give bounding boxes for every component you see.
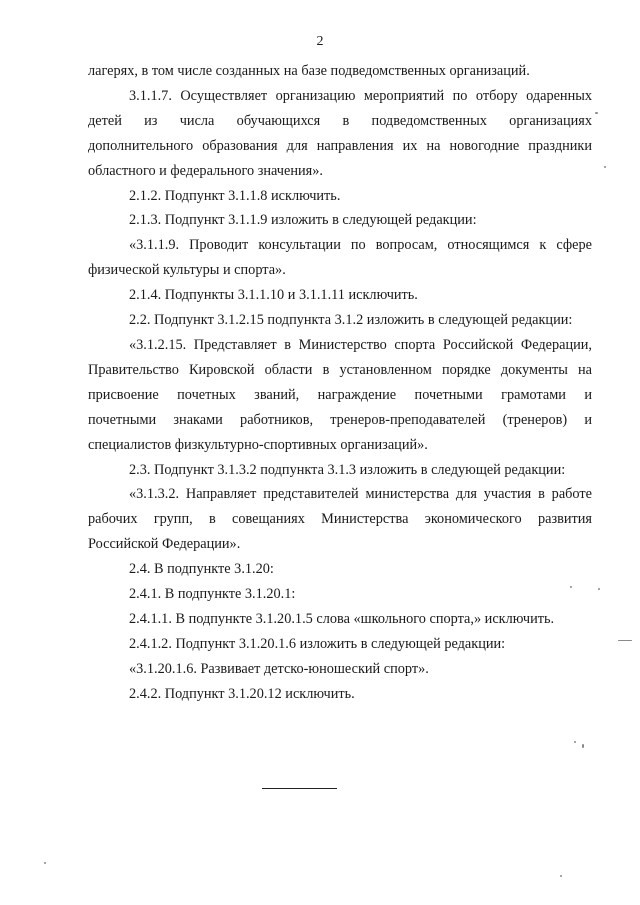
scan-speck <box>604 166 606 168</box>
text-line: детей из числа обучающихся в подведомственных организациях <box>88 112 592 129</box>
text-line: 2.1.2. Подпункт 3.1.1.8 исключить. <box>129 187 341 204</box>
paragraph-2-4-2 <box>88 682 592 707</box>
scan-speck <box>574 741 576 743</box>
text-line: лагерях, в том числе созданных на базе подведомственных организаций. <box>88 63 530 79</box>
paragraph-3-1-2-15 <box>88 333 592 458</box>
text-line: 2.4.2. Подпункт 3.1.20.12 исключить. <box>129 685 355 702</box>
scan-speck <box>44 862 46 864</box>
text-line: Правительство Кировской области в установленном порядке документы на <box>88 361 592 378</box>
paragraph-2-1-2 <box>88 184 592 209</box>
paragraph-3-1-1-9 <box>88 233 592 283</box>
scan-speck <box>570 586 572 588</box>
scan-speck <box>560 875 562 877</box>
paragraph-2-2 <box>88 308 592 333</box>
paragraph-2-4 <box>88 557 592 582</box>
paragraph-2-4-1-1 <box>88 607 592 632</box>
page-number: 2 <box>316 34 324 49</box>
text-line: «3.1.1.9. Проводит консультации по вопросам, относящимся к сфере <box>129 237 592 254</box>
text-line: «3.1.20.1.6. Развивает детско-юношеский спорт». <box>129 660 429 677</box>
paragraph-2-4-1 <box>88 582 592 607</box>
text-line: 2.2. Подпункт 3.1.2.15 подпункта 3.1.2 изложить в следующей редакции: <box>129 312 573 329</box>
scan-speck <box>598 588 600 590</box>
text-line: Российской Федерации». <box>88 536 241 553</box>
scan-speck <box>595 112 598 114</box>
paragraph-2-4-1-2 <box>88 632 592 657</box>
text-line: 2.3. Подпункт 3.1.3.2 подпункта 3.1.3 изложить в следующей редакции: <box>129 461 566 478</box>
paragraph-2-3 <box>88 458 592 483</box>
document-body <box>88 59 592 707</box>
scan-speck <box>582 744 584 748</box>
text-line: областного и федерального значения». <box>88 162 323 179</box>
end-divider <box>262 788 337 789</box>
paragraph-3-1-1-7 <box>88 84 592 184</box>
text-line: 2.4.1.2. Подпункт 3.1.20.1.6 изложить в следующей редакции: <box>129 635 506 652</box>
text-line: 2.1.3. Подпункт 3.1.1.9 изложить в следующей редакции: <box>129 212 477 229</box>
text-line: специалистов физкультурно-спортивных организаций». <box>88 436 428 453</box>
text-line: 2.4.1. В подпункте 3.1.20.1: <box>129 586 296 603</box>
paragraph-2-1-3 <box>88 208 592 233</box>
text-line: «3.1.3.2. Направляет представителей министерства для участия в работе <box>129 486 592 503</box>
paragraph-continuation <box>88 59 592 84</box>
text-line: почетными знаками работников, тренеров-преподавателей (тренеров) и <box>88 411 592 428</box>
text-line: «3.1.2.15. Представляет в Министерство спорта Российской Федерации, <box>129 336 592 353</box>
text-line: присвоение почетных званий, награждение почетными грамотами и <box>88 386 592 403</box>
text-line: 2.4.1.1. В подпункте 3.1.20.1.5 слова «школьного спорта,» исключить. <box>129 610 555 627</box>
text-line: 2.4. В подпункте 3.1.20: <box>129 561 274 578</box>
text-line: рабочих групп, в совещаниях Министерства экономического развития <box>88 511 592 528</box>
paragraph-3-1-20-1-6 <box>88 657 592 682</box>
text-line: дополнительного образования для направления их на новогодние праздники <box>88 137 592 154</box>
text-line: 3.1.1.7. Осуществляет организацию мероприятий по отбору одаренных <box>129 87 592 104</box>
text-line: физической культуры и спорта». <box>88 262 286 279</box>
scan-speck <box>618 640 632 641</box>
paragraph-3-1-3-2 <box>88 482 592 557</box>
paragraph-2-1-4 <box>88 283 592 308</box>
text-line: 2.1.4. Подпункты 3.1.1.10 и 3.1.1.11 исключить. <box>129 287 418 304</box>
